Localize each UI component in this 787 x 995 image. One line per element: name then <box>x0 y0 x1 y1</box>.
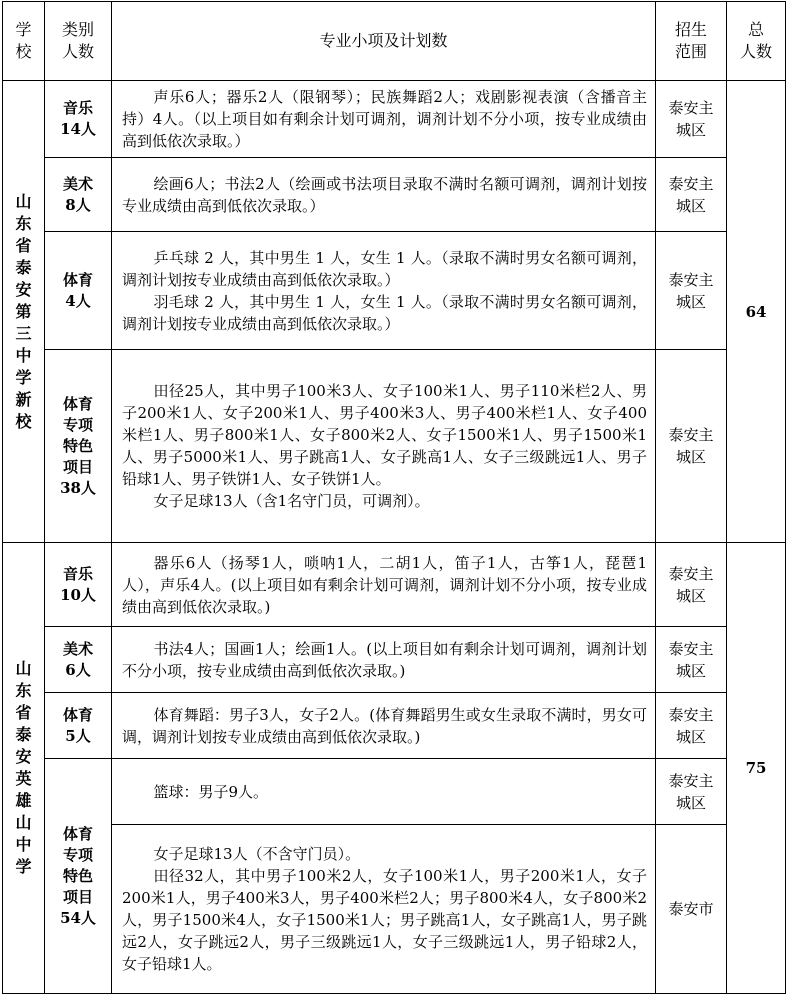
detail-text: 绘画6人；书法2人（绘画或书法项目录取不满时名额可调剂，调剂计划按专业成绩由高到低依次录取。） <box>122 174 647 215</box>
category-cell: 体育 4人 <box>45 232 112 350</box>
table-row <box>3 232 786 350</box>
range-cell: 泰安主城区 <box>656 158 727 232</box>
detail-cell <box>112 759 656 825</box>
detail-cell <box>112 693 656 759</box>
school-name: 山东省泰安英雄山中学 <box>15 659 32 876</box>
range-cell: 泰安市 <box>656 825 727 994</box>
table-row <box>3 693 786 759</box>
range-cell: 泰安主城区 <box>656 232 727 350</box>
school-name-cell <box>3 81 45 543</box>
detail-text: 乒乓球 2 人，其中男生 1 人，女生 1 人。（录取不满时男女名额可调剂，调剂计划按专业成绩由高到低依次录取。） <box>122 248 647 289</box>
range-cell: 泰安主城区 <box>656 350 727 543</box>
detail-text: 田径25人，其中男子100米3人、女子100米1人、男子110米栏2人、男子200米1人、女子200米1人、男子400米3人、男子400米栏1人、女子400米栏1人、男子800米1人、女子800米2人、女子1500米1人、男子1500米1人、男子5000米1人、男子跳高1人、女子跳高1人、女子三级跳远1人、男子铅球1人、男子铁饼1人、女子铁饼1人。 <box>122 382 647 488</box>
table-row <box>3 543 786 627</box>
category-cell: 体育 5人 <box>45 693 112 759</box>
category-cell: 美术 8人 <box>45 158 112 232</box>
detail-cell <box>112 81 656 158</box>
detail-text: 声乐6人；器乐2人（限钢琴）；民族舞蹈2人；戏剧影视表演（含播音主持）4人。（以上项目如有剩余计划可调剂，调剂计划不分小项，按专业成绩由高到低依次录取。） <box>122 88 647 150</box>
detail-cell <box>112 232 656 350</box>
detail-text: 体育舞蹈：男子3人，女子2人。(体育舞蹈男生或女生录取不满时，男女可调，调剂计划按专业成绩由高到低依次录取。) <box>122 705 647 746</box>
header-range: 招生 范围 <box>656 2 727 81</box>
table-row <box>3 627 786 693</box>
detail-cell <box>112 543 656 627</box>
detail-cell <box>112 825 656 994</box>
range-cell: 泰安主城区 <box>656 693 727 759</box>
table-row <box>3 759 786 825</box>
table-row <box>3 81 786 158</box>
table-row <box>3 825 786 994</box>
school-name: 山东省泰安第三中学新校 <box>15 191 32 431</box>
detail-text: 田径32人，其中男子100米2人，女子100米1人，男子200米1人，女子200米1人，男子400米3人，男子400米栏2人；男子800米4人，女子800米2人，男子1500米4人，女子1500米1人；男子跳高1人，女子跳高1人，男子跳远2人，女子跳远2人，男子三级跳远1人，女子三级跳远1人，男子铅球2人，女子铅球1人。 <box>122 867 647 973</box>
category-cell: 体育 专项 特色 项目 38人 <box>45 350 112 543</box>
range-cell: 泰安主城区 <box>656 627 727 693</box>
school-total: 75 <box>727 543 786 994</box>
detail-text: 篮球：男子9人。 <box>153 782 269 801</box>
category-cell: 音乐 10人 <box>45 543 112 627</box>
category-cell: 音乐 14人 <box>45 81 112 158</box>
header-school: 学校 <box>3 2 45 81</box>
detail-text: 女子足球13人（含1名守门员，可调剂）。 <box>153 492 430 510</box>
school-name-cell <box>3 543 45 994</box>
category-cell: 体育 专项 特色 项目 54人 <box>45 759 112 994</box>
table-row <box>3 350 786 543</box>
range-cell: 泰安主城区 <box>656 543 727 627</box>
range-cell: 泰安主城区 <box>656 81 727 158</box>
school-total: 64 <box>727 81 786 543</box>
detail-text: 女子足球13人（不含守门员）。 <box>153 845 361 863</box>
table-header-row <box>3 2 786 81</box>
header-category: 类别 人数 <box>45 2 112 81</box>
detail-text: 羽毛球 2 人，其中男生 1 人，女生 1 人。（录取不满时男女名额可调剂，调剂计划按专业成绩由高到低依次录取。） <box>122 292 647 333</box>
category-cell: 美术 6人 <box>45 627 112 693</box>
detail-text: 器乐6人（扬琴1人，唢呐1人，二胡1人，笛子1人，古筝1人，琵琶1人），声乐4人。(以上项目如有剩余计划可调剂，调剂计划不分小项，按专业成绩由高到低依次录取。) <box>122 553 647 616</box>
detail-cell <box>112 158 656 232</box>
detail-cell <box>112 627 656 693</box>
admission-plan-table <box>2 1 786 994</box>
detail-cell <box>112 350 656 543</box>
table-row <box>3 158 786 232</box>
range-cell: 泰安主城区 <box>656 759 727 825</box>
header-total: 总 人数 <box>727 2 786 81</box>
header-items: 专业小项及计划数 <box>112 2 656 81</box>
detail-text: 书法4人；国画1人；绘画1人。(以上项目如有剩余计划可调剂，调剂计划不分小项，按专业成绩由高到低依次录取。) <box>122 639 647 680</box>
